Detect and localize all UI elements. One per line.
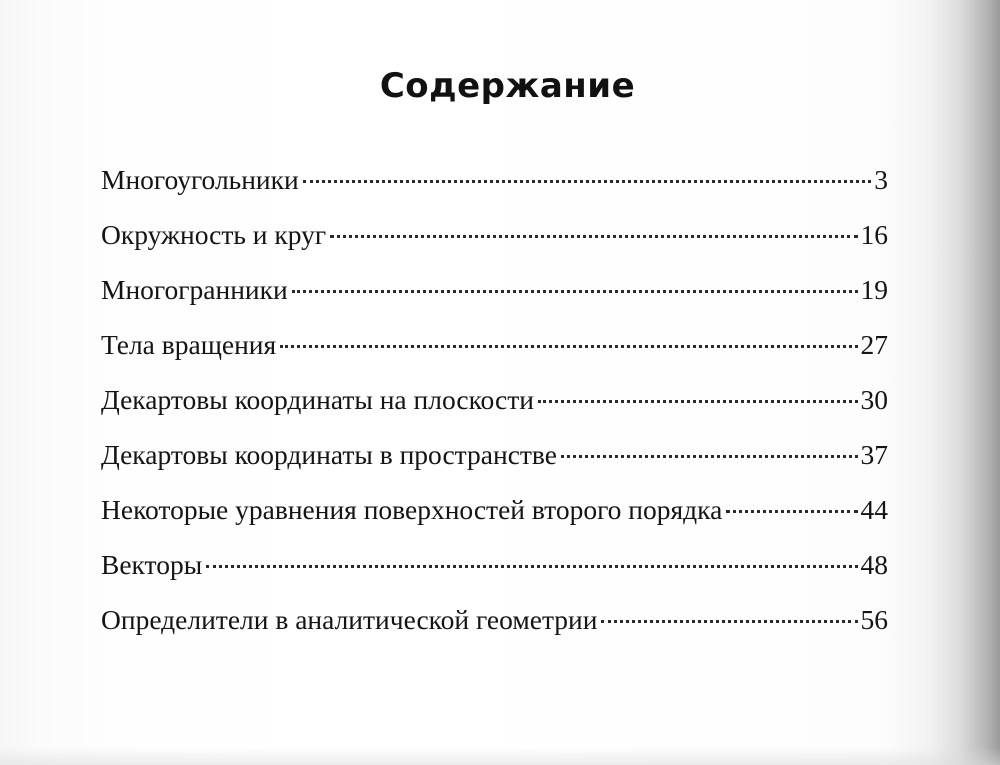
- toc-entry-label: Тела вращения: [101, 329, 277, 360]
- toc-entry-page: 56: [860, 604, 888, 635]
- toc-entry-label: Декартовы координаты на плоскости: [101, 384, 534, 415]
- toc-entry-page: 27: [860, 329, 888, 360]
- toc-entry-page: 37: [860, 439, 888, 470]
- dot-leader: [206, 565, 857, 568]
- dot-leader: [292, 290, 858, 293]
- dot-leader: [303, 180, 872, 183]
- dot-leader: [601, 620, 857, 623]
- toc-entry-solids-of-revolution: [101, 329, 888, 384]
- toc-entry-label: Многоугольники: [101, 164, 299, 195]
- toc-entry-page: 3: [874, 164, 888, 195]
- toc-entry-space-coordinates: [101, 439, 888, 494]
- toc-entry-polyhedra: [101, 274, 888, 329]
- toc-entry-page: 48: [860, 549, 888, 580]
- toc-entry-page: 19: [860, 274, 888, 305]
- toc-entry-page: 44: [860, 494, 888, 525]
- toc-entry-polygons: [101, 164, 888, 219]
- toc-entry-label: Векторы: [101, 549, 203, 580]
- toc-entry-second-order-surfaces: [101, 494, 888, 549]
- toc-entry-circle: [101, 219, 888, 274]
- page-title: Содержание: [379, 66, 636, 106]
- dot-leader: [538, 400, 858, 403]
- toc-entry-plane-coordinates: [101, 384, 888, 439]
- table-of-contents: [101, 164, 888, 659]
- toc-entry-determinants: [101, 604, 888, 659]
- dot-leader: [561, 455, 858, 458]
- toc-entry-label: Некоторые уравнения поверхностей второго порядка: [101, 494, 723, 525]
- toc-entry-page: 16: [860, 219, 888, 250]
- dot-leader: [726, 510, 857, 513]
- toc-entry-page: 30: [860, 384, 888, 415]
- toc-entry-vectors: [101, 549, 888, 604]
- dot-leader: [330, 235, 857, 238]
- toc-entry-label: Декартовы координаты в пространстве: [101, 439, 557, 470]
- dot-leader: [280, 345, 857, 348]
- toc-entry-label: Окружность и круг: [101, 219, 327, 250]
- toc-entry-label: Определители в аналитической геометрии: [101, 604, 598, 635]
- toc-entry-label: Многогранники: [101, 274, 288, 305]
